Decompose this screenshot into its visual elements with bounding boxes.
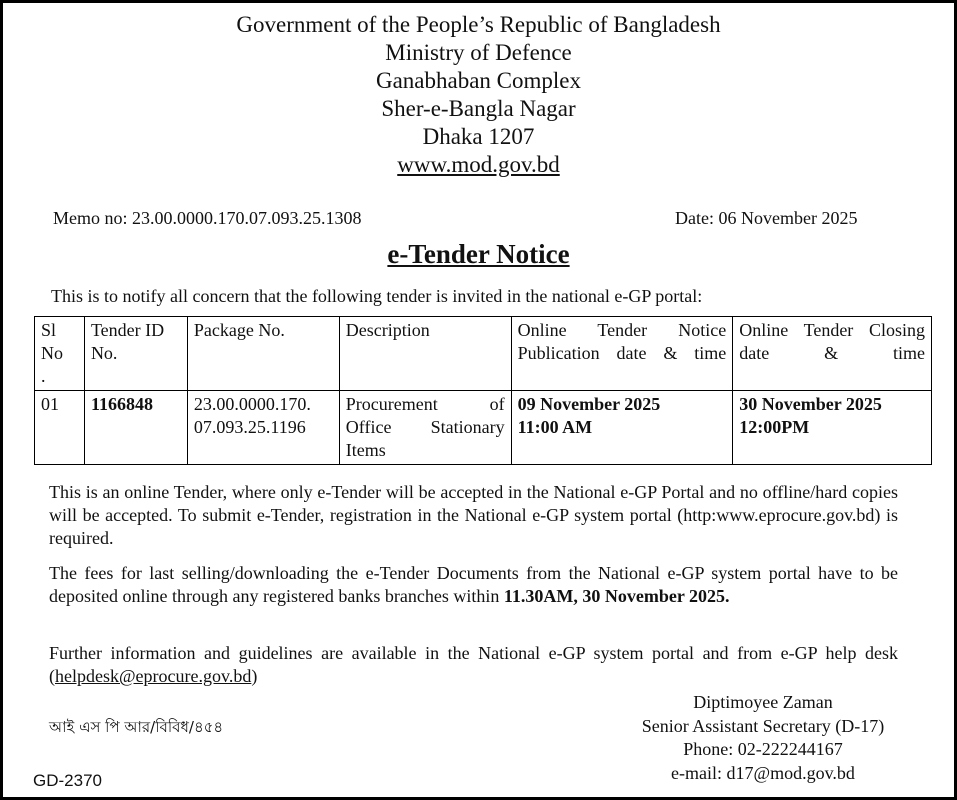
header-package-no: Package No. xyxy=(187,317,339,391)
cell-description: Procurement of Office Stationary Items xyxy=(339,391,511,465)
intro-text: This is to notify all concern that the following tender is invited in the national e-GP portal: xyxy=(51,286,703,306)
signatory-email: e-mail: d17@mod.gov.bd xyxy=(671,762,855,783)
website-link[interactable]: www.mod.gov.bd xyxy=(397,152,560,177)
tender-table xyxy=(34,316,932,465)
signatory-phone: Phone: 02-222244167 xyxy=(683,739,843,759)
guidelines-paragraph xyxy=(49,642,898,688)
guidelines-text: Further information and guidelines are available in the National e-GP system portal and from e-GP help desk ( xyxy=(49,643,898,686)
fees-paragraph xyxy=(49,562,898,608)
online-tender-paragraph: This is an online Tender, where only e-Tender will be accepted in the National e-GP Portal and no offline/hard copies will be accepted. To submit e-Tender, registration in the National e-GP system portal (http:www.eprocure.gov.bd) is required. xyxy=(49,482,898,548)
header-tender-id: Tender ID No. xyxy=(84,317,187,391)
notice-title: e-Tender Notice xyxy=(387,239,570,269)
guidelines-end: ) xyxy=(251,666,258,686)
fees-text: The fees for last selling/downloading the e-Tender Documents from the National e-GP system portal have to be deposited online through any registered banks branches within xyxy=(49,563,898,606)
fees-deadline: 11.30AM, 30 November 2025. xyxy=(503,586,730,606)
cell-publication-date xyxy=(511,391,733,465)
cell-closing-date xyxy=(733,391,932,465)
cell-sl: 01 xyxy=(35,391,85,465)
table-row xyxy=(35,391,932,465)
header-publication-date: Online Tender Notice Publication date & time xyxy=(511,317,733,391)
header-city: Dhaka 1207 xyxy=(422,124,535,149)
ispr-reference: আই এস পি আর/বিবিধ/৪৫৪ xyxy=(49,718,224,736)
header-area: Sher-e-Bangla Nagar xyxy=(381,96,576,121)
cell-tender-id: 1166848 xyxy=(84,391,187,465)
cell-package-no: 23.00.0000.170. 07.093.25.1196 xyxy=(187,391,339,465)
helpdesk-email-link[interactable]: helpdesk@eprocure.gov.bd xyxy=(55,666,252,686)
signatory-name: Diptimoyee Zaman xyxy=(693,692,833,712)
header-ministry: Ministry of Defence xyxy=(385,40,572,65)
header-closing-date: Online Tender Closing date & time xyxy=(733,317,932,391)
header-complex: Ganabhaban Complex xyxy=(375,68,582,93)
header-government: Government of the People’s Republic of Bangladesh xyxy=(236,12,721,37)
publication-time: 11:00 AM xyxy=(517,417,593,437)
letterhead xyxy=(3,11,954,179)
memo-number: Memo no: 23.00.0000.170.07.093.25.1308 xyxy=(53,208,362,228)
closing-time: 12:00PM xyxy=(739,417,810,437)
signatory-designation: Senior Assistant Secretary (D-17) xyxy=(641,715,885,736)
table-header-row xyxy=(35,317,932,391)
signature-block xyxy=(563,691,957,785)
publication-date: 09 November 2025 xyxy=(517,394,661,414)
closing-date: 30 November 2025 xyxy=(739,394,882,414)
header-description: Description xyxy=(339,317,511,391)
gd-number: GD-2370 xyxy=(33,771,102,790)
notice-date: Date: 06 November 2025 xyxy=(675,208,858,228)
header-sl-no: Sl No . xyxy=(35,317,85,391)
